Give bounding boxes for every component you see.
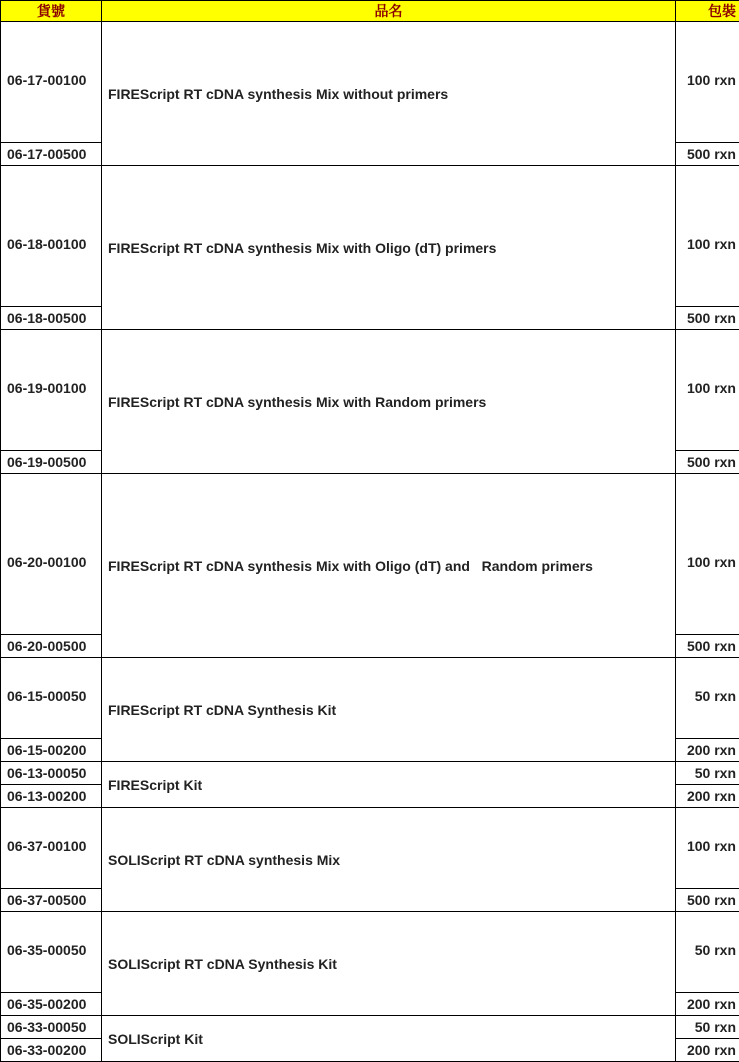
package-size: 500 rxn bbox=[676, 889, 739, 911]
package-size: 100 rxn bbox=[676, 330, 739, 450]
product-name: FIREScript RT cDNA synthesis Mix with Random primers bbox=[102, 330, 675, 473]
package-size: 500 rxn bbox=[676, 307, 739, 329]
package-size: 200 rxn bbox=[676, 785, 739, 807]
package-size: 50 rxn bbox=[676, 912, 739, 992]
product-code: 06-19-00100 bbox=[1, 330, 101, 450]
package-size: 50 rxn bbox=[676, 762, 739, 784]
package-size: 500 rxn bbox=[676, 635, 739, 657]
package-size: 100 rxn bbox=[676, 474, 739, 634]
product-name: SOLIScript RT cDNA synthesis Mix bbox=[102, 808, 675, 911]
package-size: 200 rxn bbox=[676, 1039, 739, 1061]
product-name: SOLIScript Kit bbox=[102, 1016, 675, 1061]
product-code: 06-17-00500 bbox=[1, 143, 101, 165]
header-pack: 包裝 bbox=[676, 1, 739, 21]
product-code: 06-13-00050 bbox=[1, 762, 101, 784]
product-code: 06-20-00500 bbox=[1, 635, 101, 657]
package-size: 100 rxn bbox=[676, 166, 739, 306]
product-code: 06-35-00050 bbox=[1, 912, 101, 992]
header-code: 貨號 bbox=[1, 1, 101, 21]
product-code: 06-18-00500 bbox=[1, 307, 101, 329]
package-size: 50 rxn bbox=[676, 1016, 739, 1038]
product-name: FIREScript RT cDNA synthesis Mix with Oligo (dT) and Random primers bbox=[102, 474, 675, 657]
product-name: FIREScript RT cDNA Synthesis Kit bbox=[102, 658, 675, 761]
package-size: 500 rxn bbox=[676, 451, 739, 473]
package-size: 50 rxn bbox=[676, 658, 739, 738]
product-code: 06-15-00200 bbox=[1, 739, 101, 761]
product-code: 06-18-00100 bbox=[1, 166, 101, 306]
product-code: 06-37-00500 bbox=[1, 889, 101, 911]
product-code: 06-19-00500 bbox=[1, 451, 101, 473]
product-code: 06-33-00200 bbox=[1, 1039, 101, 1061]
package-size: 500 rxn bbox=[676, 143, 739, 165]
package-size: 100 rxn bbox=[676, 808, 739, 888]
product-code: 06-35-00200 bbox=[1, 993, 101, 1015]
product-code: 06-33-00050 bbox=[1, 1016, 101, 1038]
product-name: FIREScript RT cDNA synthesis Mix without primers bbox=[102, 22, 675, 165]
product-code: 06-37-00100 bbox=[1, 808, 101, 888]
product-code: 06-20-00100 bbox=[1, 474, 101, 634]
package-size: 200 rxn bbox=[676, 993, 739, 1015]
product-code: 06-15-00050 bbox=[1, 658, 101, 738]
product-name: FIREScript Kit bbox=[102, 762, 675, 807]
product-name: SOLIScript RT cDNA Synthesis Kit bbox=[102, 912, 675, 1015]
product-code: 06-13-00200 bbox=[1, 785, 101, 807]
product-name: FIREScript RT cDNA synthesis Mix with Oligo (dT) primers bbox=[102, 166, 675, 329]
package-size: 100 rxn bbox=[676, 22, 739, 142]
product-code: 06-17-00100 bbox=[1, 22, 101, 142]
header-name: 品名 bbox=[102, 1, 675, 21]
package-size: 200 rxn bbox=[676, 739, 739, 761]
